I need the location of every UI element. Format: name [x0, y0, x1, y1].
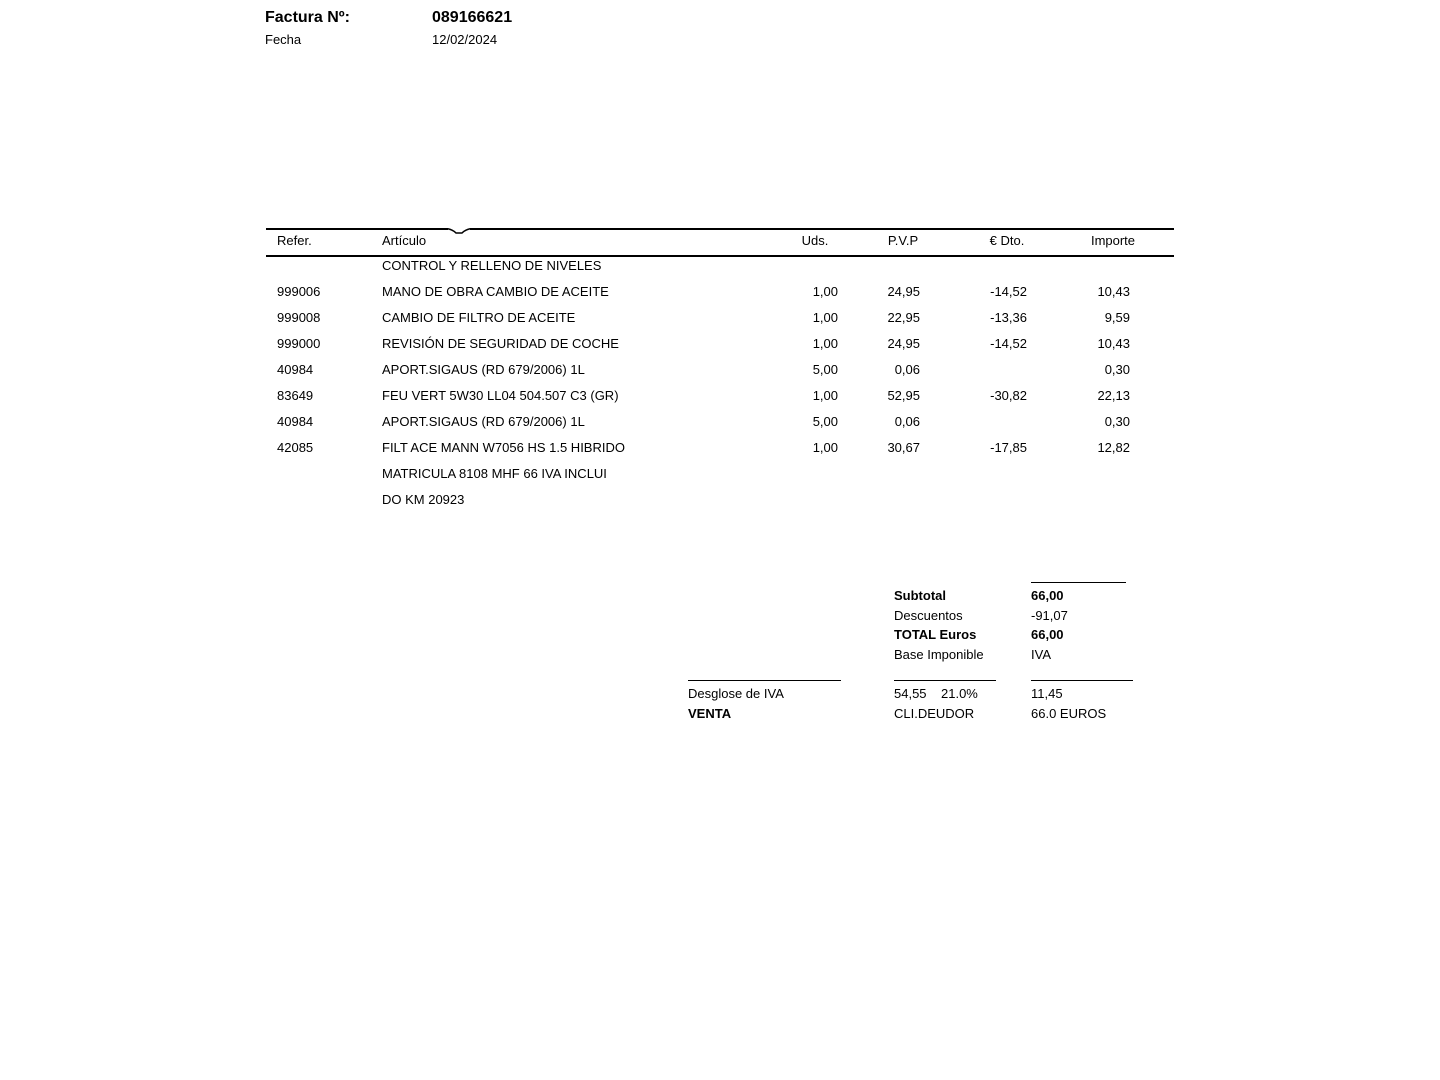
row-ref: 83649 — [277, 388, 314, 403]
row-price: 22,95 — [887, 310, 920, 325]
table-row — [0, 310, 1440, 336]
row-units: 1,00 — [812, 440, 838, 455]
row-price: 0,06 — [894, 414, 920, 429]
tax-base-value: 54,55 — [894, 686, 927, 701]
invoice-date-label: Fecha — [265, 32, 302, 47]
row-article: DO KM 20923 — [382, 492, 465, 507]
row-units: 1,00 — [812, 310, 838, 325]
table-row — [0, 258, 1440, 284]
total-label: TOTAL Euros — [894, 627, 977, 642]
invoice-number-label: Factura Nº: — [265, 9, 350, 26]
row-amount: 9,59 — [1104, 310, 1130, 325]
row-discount: -14,52 — [990, 284, 1027, 299]
total-value: 66,00 — [1031, 627, 1064, 642]
row-discount: -30,82 — [990, 388, 1027, 403]
table-row — [0, 492, 1440, 518]
row-article: APORT.SIGAUS (RD 679/2006) 1L — [382, 414, 585, 429]
row-article: FILT ACE MANN W7056 HS 1.5 HIBRIDO — [382, 440, 625, 455]
subtotal-rule — [1031, 582, 1126, 583]
row-amount: 10,43 — [1097, 336, 1130, 351]
row-amount: 0,30 — [1104, 414, 1130, 429]
row-units: 1,00 — [812, 336, 838, 351]
invoice-date: 12/02/2024 — [432, 32, 498, 47]
row-amount: 12,82 — [1097, 440, 1130, 455]
row-article: MANO DE OBRA CAMBIO DE ACEITE — [382, 284, 609, 299]
tax-base-label: Base Imponible — [894, 647, 984, 662]
row-article: FEU VERT 5W30 LL04 504.507 C3 (GR) — [382, 388, 619, 403]
payment-method: CLI.DEUDOR — [894, 706, 975, 721]
row-discount: -14,52 — [990, 336, 1027, 351]
breakdown-rule — [688, 680, 841, 681]
row-amount: 10,43 — [1097, 284, 1130, 299]
table-row — [0, 414, 1440, 440]
row-price: 0,06 — [894, 362, 920, 377]
table-row — [0, 440, 1440, 466]
row-ref: 40984 — [277, 414, 314, 429]
row-article: CONTROL Y RELLENO DE NIVELES — [382, 258, 602, 273]
column-header-ref: Refer. — [277, 233, 312, 248]
row-ref: 40984 — [277, 362, 314, 377]
row-article: CAMBIO DE FILTRO DE ACEITE — [382, 310, 576, 325]
table-row — [0, 284, 1440, 310]
row-amount: 22,13 — [1097, 388, 1130, 403]
table-row — [0, 388, 1440, 414]
row-units: 5,00 — [812, 362, 838, 377]
row-ref: 999008 — [277, 310, 321, 325]
iva-value: 11,45 — [1031, 686, 1063, 701]
row-price: 52,95 — [887, 388, 920, 403]
row-amount: 0,30 — [1104, 362, 1130, 377]
iva-rule — [1031, 680, 1133, 681]
row-units: 1,00 — [812, 388, 838, 403]
row-ref: 42085 — [277, 440, 314, 455]
tax-base-rule — [894, 680, 996, 681]
row-discount: -13,36 — [990, 310, 1027, 325]
column-header-amount: Importe — [1090, 233, 1136, 248]
table-header-rule — [266, 255, 1174, 257]
discounts-value: -91,07 — [1031, 608, 1068, 623]
table-top-rule — [470, 228, 1174, 230]
discounts-label: Descuentos — [894, 608, 963, 623]
row-article: MATRICULA 8108 MHF 66 IVA INCLUI — [382, 466, 607, 481]
table-top-rule — [266, 228, 448, 230]
row-article: REVISIÓN DE SEGURIDAD DE COCHE — [382, 336, 619, 351]
row-ref: 999000 — [277, 336, 321, 351]
sale-type-label: VENTA — [688, 706, 732, 721]
row-price: 24,95 — [887, 284, 920, 299]
row-price: 24,95 — [887, 336, 920, 351]
row-units: 5,00 — [812, 414, 838, 429]
row-price: 30,67 — [887, 440, 920, 455]
row-article: APORT.SIGAUS (RD 679/2006) 1L — [382, 362, 585, 377]
table-row — [0, 466, 1440, 492]
column-header-discount: € Dto. — [989, 233, 1025, 248]
invoice-number: 089166621 — [432, 9, 513, 26]
column-header-article: Artículo — [382, 233, 427, 248]
iva-label: IVA — [1031, 647, 1051, 662]
table-row — [0, 336, 1440, 362]
column-header-units: Uds. — [801, 233, 829, 248]
iva-breakdown-label: Desglose de IVA — [688, 686, 784, 701]
row-ref: 999006 — [277, 284, 321, 299]
row-units: 1,00 — [812, 284, 838, 299]
subtotal-value: 66,00 — [1031, 588, 1064, 603]
tax-rate-value: 21.0% — [941, 686, 978, 701]
column-header-price: P.V.P — [887, 233, 919, 248]
table-row — [0, 362, 1440, 388]
payment-amount: 66.0 EUROS — [1031, 706, 1107, 721]
table-top-rule-notch — [446, 228, 472, 234]
row-discount: -17,85 — [990, 440, 1027, 455]
subtotal-label: Subtotal — [894, 588, 946, 603]
